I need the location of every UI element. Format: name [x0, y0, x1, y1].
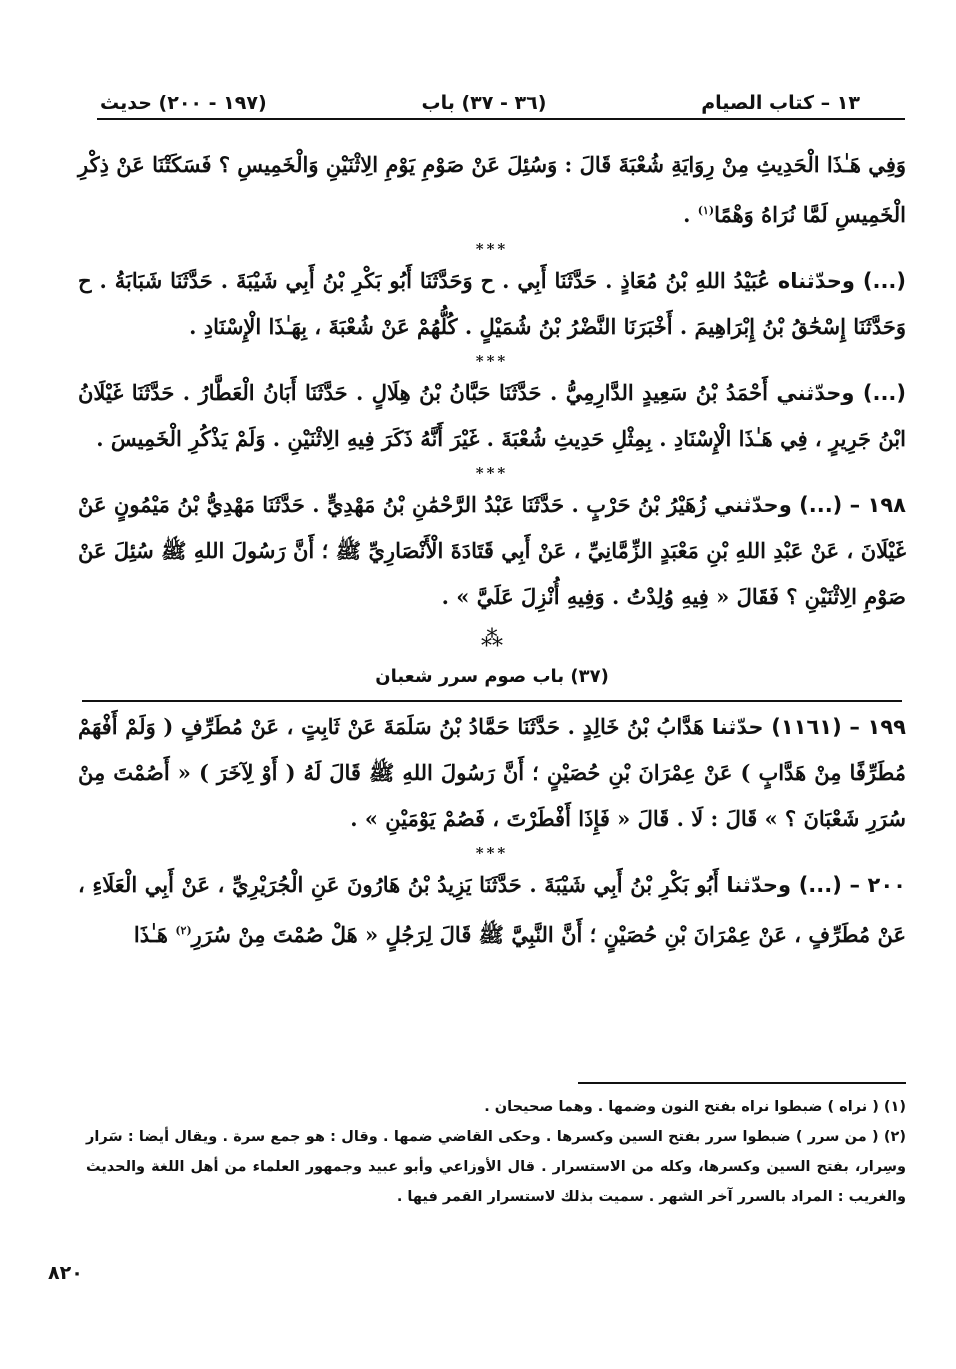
paragraph-1-end: . — [683, 202, 698, 227]
header-chapter-range: (٣٦ - ٣٧) باب — [421, 92, 547, 114]
footnotes — [86, 1092, 906, 1212]
hadith-198-lead: وحدّثني — [713, 493, 800, 517]
footnote-rule — [578, 1082, 906, 1084]
main-text — [78, 142, 906, 958]
separator-1: *** — [475, 240, 509, 258]
hadith-199-text: هَدَّابُ بْنُ خَالِدٍ . حَدَّثَنَا حَمَّادُ بْنُ سَلَمَةَ عَنْ ثَابِتٍ ، عَنْ مُطَرِّفٍ ( وَلَمْ أَفْهَمْ مُطَرِّفًا مِنْ هَدَّابٍ ) عَنْ عِمْرَانَ بْنِ حُصَيْنٍ ؛ أَنَّ رَسُولَ اللهِ ﷺ قَالَ لَهُ ( أَوْ لِآخَرَ ) « أَصُمْتَ مِنْ سُرَرِ شَعْبَانَ ؟ » قَالَ : لَا . قَالَ « فَإِذَا أَفْطَرْتَ ، فَصُمْ يَوْمَيْنِ » . — [78, 714, 906, 831]
footnote-marker-2[interactable]: (٢) — [175, 924, 192, 937]
page-number: ٨٢٠ — [48, 1262, 83, 1284]
paragraph-2-text: عُبَيْدُ اللهِ بْنُ مُعَاذٍ . حَدَّثَنَا أَبِي . ح وَحَدَّثَنَا أَبُو بَكْرِ بْنُ أَبِي شَيْبَةَ . حَدَّثَنَا شَبَابَةُ . ح وَحَدَّثَنَا إِسْحَٰقُ بْنُ إِبْرَاهِيمَ . أَخْبَرَنَا النَّضْرُ بْنُ شُمَيْلٍ . كُلُّهُمْ عَنْ شُعْبَةَ ، بِهَـٰذَا الْإِسْنَادِ . — [78, 268, 906, 339]
hadith-200-text: أَبُو بَكْرِ بْنُ أَبِي شَيْبَةَ . حَدَّثَنَا يَزِيدُ بْنُ هَارُونَ عَنِ الْجُرَيْرِيِّ ، عَنْ أَبِي الْعَلَاءِ ، عَنْ مُطَرِّفٍ ، عَنْ عِمْرَانَ بْنِ حُصَيْنٍ ؛ أَنَّ النَّبِيَّ ﷺ قَالَ لِرَجُلٍ « هَلْ صُمْتَ مِنْ سُرَرِ — [78, 872, 906, 947]
header-rule — [97, 118, 905, 120]
paragraph-3-lead: (...) وحدّثني — [776, 381, 906, 405]
hadith-200 — [78, 862, 906, 958]
paragraph-2-lead: (...) وحدّثناه — [777, 269, 906, 293]
footnote-2: (٢) ( من سرر ) ضبطوا سرر بفتح السين وكسرها . وحكى القاضي ضمها . وقال : هو جمع سرة . ويقال أيضا : سَرار وسِرار، بفتح السين وكسرها، وكله من الاستسرار . قال الأوزاعي وأبو عبيد وجمهور العلماء من أهل اللغة والحديث والغريب : المراد بالسرر آخر الشهر . سميت بذلك لاستسرار القمر فيها . — [86, 1129, 906, 1205]
hadith-200-number: ٢٠٠ – (...) — [798, 873, 906, 897]
paragraph-3 — [78, 370, 906, 462]
separator-3: *** — [475, 464, 509, 482]
paragraph-1 — [78, 142, 906, 238]
chapter-rule — [82, 700, 902, 702]
paragraph-1-text: وَفِي هَـٰذَا الْحَدِيثِ مِنْ رِوَايَةِ شُعْبَةَ قَالَ : وَسُئِلَ عَنْ صَوْمِ يَوْمِ الِاثْنَيْنِ وَالْخَمِيسِ ؟ فَسَكَتْنَا عَنْ ذِكْرِ الْخَمِيسِ لَمَّا نُرَاهُ وَهْمًا — [78, 152, 906, 227]
footnote-marker-1[interactable]: (١) — [697, 204, 715, 217]
paragraph-3-text: أَحْمَدُ بْنُ سَعِيدٍ الدَّارِمِيُّ . حَدَّثَنَا حَبَّانُ بْنُ هِلَالٍ . حَدَّثَنَا أَبَانُ الْعَطَّارُ . حَدَّثَنَا غَيْلَانُ ابْنُ جَرِيرٍ ، فِي هَـٰذَا الْإِسْنَادِ . بِمِثْلِ حَدِيثِ شُعْبَةَ . غَيْرَ أَنَّهُ ذَكَرَ فِيهِ الِاثْنَيْنِ . وَلَمْ يَذْكُرِ الْخَمِيسَ . — [78, 380, 906, 451]
hadith-200-lead: وحدّثنا — [726, 873, 799, 897]
paragraph-2 — [78, 258, 906, 350]
hadith-198 — [78, 482, 906, 620]
hadith-199-number: ١٩٩ – (١١٦١) — [771, 715, 906, 739]
chapter-title: (٣٧) باب صوم سرر شعبان — [375, 666, 609, 687]
hadith-198-text: زُهَيْرُ بْنُ حَرْبٍ . حَدَّثَنَا عَبْدُ الرَّحْمَٰنِ بْنُ مَهْدِيٍّ . حَدَّثَنَا مَهْدِيُّ بْنُ مَيْمُونٍ عَنْ غَيْلَانَ ، عَنْ عَبْدِ اللهِ بْنِ مَعْبَدٍ الزِّمَّانِيِّ ، عَنْ أَبِي قَتَادَةَ الْأَنْصَارِيِّ ﷺ ؛ أَنَّ رَسُولَ اللهِ ﷺ سُئِلَ عَنْ صَوْمِ الِاثْنَيْنِ ؟ فَقَالَ « فِيهِ وُلِدْتُ . وَفِيهِ أُنْزِلَ عَلَيَّ » . — [78, 492, 906, 609]
section-end-dots: ⁂ — [481, 627, 503, 652]
separator-2: *** — [475, 352, 509, 370]
hadith-199 — [78, 704, 906, 842]
header-hadith-range: (١٩٧ - ٢٠٠) حديث — [100, 92, 267, 114]
running-header — [100, 74, 860, 114]
hadith-199-lead: حدّثنا — [711, 715, 772, 739]
hadith-200-end: هَـٰذَا — [133, 922, 176, 947]
separator-4: *** — [475, 844, 509, 862]
header-book-chapter: ١٣ – كتاب الصيام — [701, 92, 860, 114]
hadith-198-number: ١٩٨ – (...) — [799, 493, 906, 517]
footnote-1: (١) ( نراه ) ضبطوا نراه بفتح النون وضمها . وهما صحيحان . — [484, 1099, 906, 1115]
